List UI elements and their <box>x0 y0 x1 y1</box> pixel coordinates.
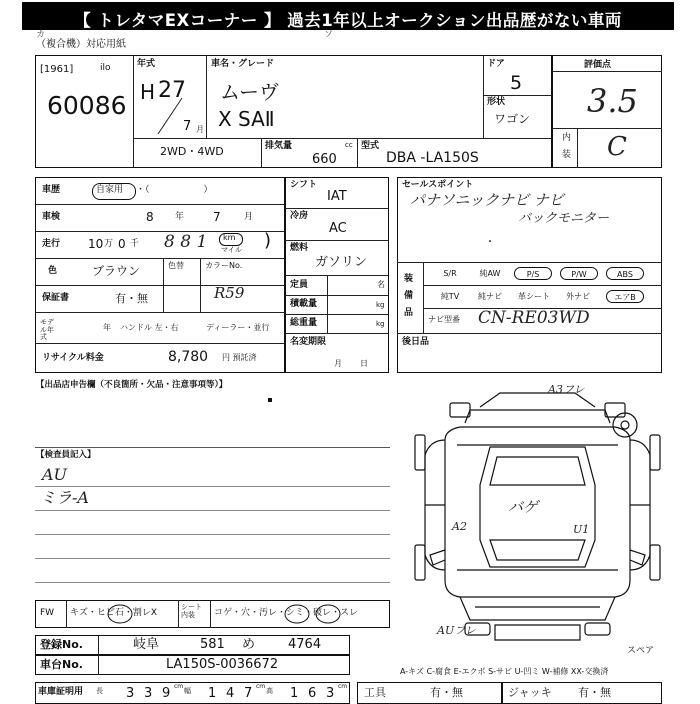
year-slash <box>148 96 188 136</box>
interior-label-2: 装 <box>562 150 572 160</box>
inspection-month-unit: 月 <box>244 212 254 222</box>
year-label: 年式 <box>137 59 156 69</box>
car-damage-diagram <box>405 385 670 650</box>
seller-notes-label: 【出品店申告欄（不良箇所・欠品・注意事項等）】 <box>36 380 228 390</box>
color-no-label: カラーNo. <box>205 261 243 270</box>
registration-label: 登録No. <box>40 638 83 651</box>
drive-value: 2WD・4WD <box>160 145 224 158</box>
year-value: 27 <box>158 78 186 103</box>
warranty-value: 有・無 <box>115 292 148 305</box>
banner-text: 【 トレタマEXコーナー 】 過去1年以上オークション出品歴がない車両 <box>74 11 622 30</box>
shape-value: ワゴン <box>494 112 531 126</box>
equip-aw: 純AW <box>479 269 501 278</box>
navi-model-label: ナビ型番 <box>428 315 460 324</box>
model-code-value: DBA -LA150S <box>386 150 479 166</box>
load-label: 積載量 <box>290 299 318 309</box>
diag-a2: A2 <box>452 520 467 533</box>
navi-model-value: CN-RE03WD <box>478 308 590 328</box>
year-month: 7 <box>183 119 192 134</box>
displacement-value: 660 <box>312 152 337 167</box>
mileage-unit-1: 万 <box>104 239 114 249</box>
color-label: 色 <box>48 266 58 276</box>
inspection-label: 車検 <box>42 212 61 222</box>
color-no-value: R59 <box>214 284 245 302</box>
inspection-month: 7 <box>213 210 221 224</box>
damage-legend: A-キズ C-腐食 E-エクボ S-サビ U-凹ミ W-補修 XX-交換済 <box>400 667 609 676</box>
inspector-line-2: ミラ-A <box>40 488 89 507</box>
sales-point-label: セールスポイント <box>402 180 474 190</box>
registration-kana: め <box>242 637 256 652</box>
equip-sr: S/R <box>443 269 457 278</box>
registration-place: 岐阜 <box>133 637 160 652</box>
mileage-handwritten: 8 8 1 <box>164 232 208 252</box>
equip-tv: 純TV <box>440 292 460 301</box>
equipment-label: 装備品 <box>404 274 414 319</box>
warranty-label: 保証書 <box>42 293 70 303</box>
recycle-value: 8,780 <box>168 349 209 365</box>
handle-side: ハンドル 左・右 <box>120 323 179 332</box>
cert-label: 車庫証明用 <box>38 687 84 697</box>
displacement-unit: cc <box>345 141 353 149</box>
recycle-unit: 円 預託済 <box>222 353 257 362</box>
equip-leather: 革シート <box>518 292 550 301</box>
fuel-value: ガソリン <box>315 255 368 270</box>
sales-point-line2: バックモニター <box>518 211 610 226</box>
equip-ps: P/S <box>514 267 552 280</box>
diag-a3: A3フレ <box>548 383 585 396</box>
displacement-label: 排気量 <box>265 141 293 151</box>
lot-mark: ilo <box>100 63 111 73</box>
lot-prefix: [1961] <box>40 64 74 75</box>
inspection-year-unit: 年 <box>175 212 185 222</box>
equip-ext-navi: 外ナビ <box>566 292 590 301</box>
inspector-label: 【検査員記入】 <box>36 450 96 460</box>
interior-label-1: 内 <box>562 133 572 143</box>
diag-spare: スペア <box>627 646 655 656</box>
mileage-unit-2: 千 <box>130 239 140 249</box>
name-change-label: 名変期限 <box>290 337 327 347</box>
load-unit: kg <box>376 301 385 309</box>
inspection-year: 8 <box>146 210 154 224</box>
later-label: 後日品 <box>402 337 430 347</box>
sales-dot: ・ <box>485 237 495 248</box>
mileage-mile: マイル <box>221 246 242 254</box>
weight-unit: kg <box>376 320 385 328</box>
interior-value: C <box>607 132 627 162</box>
fuel-label: 燃料 <box>290 243 309 253</box>
model-year-label: モデル年式 <box>40 318 54 342</box>
chassis-label: 車台No. <box>40 658 83 671</box>
shift-value: IAT <box>327 189 347 204</box>
equip-abs: ABS <box>606 267 644 280</box>
registration-class: 581 <box>200 637 225 652</box>
model-code-label: 型式 <box>361 141 380 151</box>
model-name: ムーヴ <box>220 80 279 104</box>
capacity-unit: 名 <box>377 280 385 289</box>
fw-items: キズ・ヒビ石・割レX <box>70 608 157 618</box>
mileage-label: 走行 <box>42 239 61 249</box>
jack-label: ジャッキ <box>508 686 552 699</box>
color-change-label: 色替 <box>168 261 184 270</box>
score-label: 評価点 <box>584 60 612 70</box>
shape-label: 形状 <box>487 97 506 107</box>
note-line-2: （複合機）対応用紙 <box>36 39 126 50</box>
seat-label: シート内装 <box>181 603 202 620</box>
color-value: ブラウン <box>92 264 141 278</box>
equip-pw: P/W <box>560 267 598 280</box>
cooling-label: 冷房 <box>290 211 309 221</box>
fw-label: FW <box>40 608 55 618</box>
inspector-line-1: AU <box>42 465 68 484</box>
diag-u1: U1 <box>573 523 590 536</box>
grade-name: X SAⅡ <box>218 107 275 131</box>
auction-banner <box>22 2 674 30</box>
doors-label: ドア <box>487 59 505 69</box>
year-era: H <box>140 80 156 104</box>
tools-label: 工具 <box>364 686 386 699</box>
history-rest: ・（ ） <box>136 185 213 195</box>
equip-airbag: エアB <box>606 290 644 303</box>
cooling-value: AC <box>329 221 347 236</box>
weight-label: 総重量 <box>290 318 318 328</box>
mileage-bracket: ) <box>264 230 272 251</box>
model-year-unit: 年 <box>103 323 111 332</box>
recycle-label: リサイクル料金 <box>42 353 104 363</box>
doors-value: 5 <box>510 72 523 94</box>
fw-circles <box>96 601 396 627</box>
mileage-zero: 0 <box>118 237 126 251</box>
history-value: 自家用 <box>96 185 124 195</box>
capacity-label: 定員 <box>290 280 309 290</box>
score-value: 3.5 <box>587 82 638 120</box>
dealer-type: ディーラー・並行 <box>206 323 270 332</box>
seller-notes-mark <box>268 398 272 402</box>
lot-number: 60086 <box>47 91 127 120</box>
history-label: 車歴 <box>42 185 61 195</box>
name-label: 車名・グレード <box>211 59 275 69</box>
diag-bage: バゲ <box>508 498 539 516</box>
jack-value: 有・無 <box>578 686 611 699</box>
equip-navi: 純ナビ <box>478 292 502 301</box>
name-change-unit: 月日 <box>334 359 386 368</box>
sales-point-line1: パナソニックナビ ナビ <box>410 191 564 209</box>
diag-au: AUフレ <box>437 624 476 637</box>
year-month-unit: 月 <box>196 125 204 134</box>
registration-number: 4764 <box>288 637 322 652</box>
seat-items: コゲ・穴・汚レ・シミ・破レ・スレ <box>214 608 359 618</box>
shift-label: シフト <box>290 180 318 190</box>
note-line-1: カ ソ <box>36 30 334 40</box>
tools-value: 有・無 <box>430 686 463 699</box>
chassis-value: LA150S-0036672 <box>166 657 279 672</box>
mileage-ten-k: 10 <box>88 237 104 251</box>
mileage-km: km <box>223 233 236 242</box>
